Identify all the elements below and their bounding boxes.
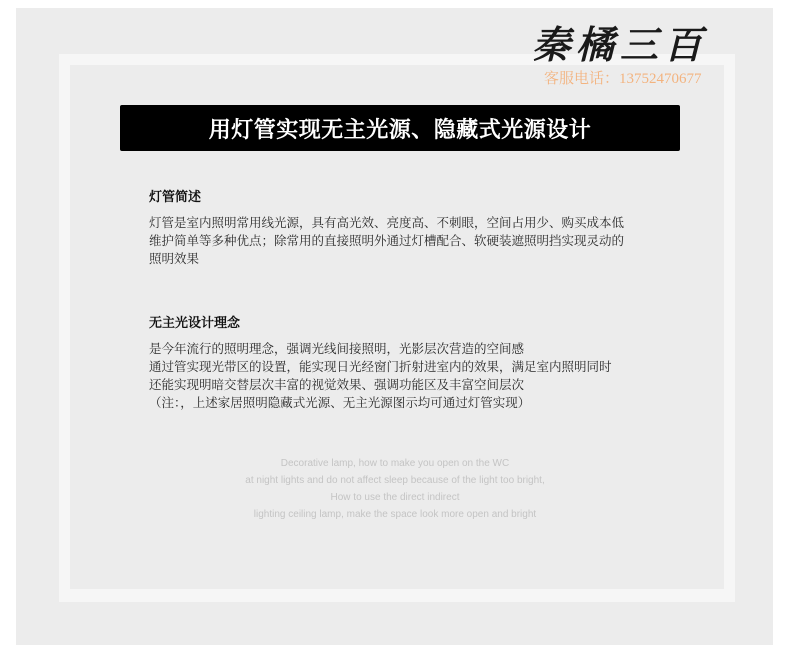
page-title: 用灯管实现无主光源、隐藏式光源设计 (208, 117, 592, 143)
body-line: 照明效果 (149, 251, 200, 266)
english-caption (200, 455, 590, 523)
section-heading: 灯管简述 (149, 190, 202, 205)
body-line: 是今年流行的照明理念，强调光线间接照明，光影层次营造的空间感 (149, 341, 525, 356)
caption-line: How to use the direct indirect (330, 492, 460, 503)
brand-name: 秦橘三百 (532, 22, 709, 67)
section-body (149, 214, 624, 268)
customer-service-phone: 客服电话：13752470677 (544, 71, 702, 87)
body-line: 还能实现明暗交替层次丰富的视觉效果、强调功能区及丰富空间层次 (149, 377, 525, 392)
section-tube-overview (149, 189, 624, 268)
section-body (149, 340, 612, 412)
caption-line: lighting ceiling lamp, make the space look more open and bright (253, 509, 537, 520)
section-heading: 无主光设计理念 (149, 316, 241, 331)
body-line: 维护简单等多种优点；除常用的直接照明外通过灯槽配合、软硬装遮照明挡实现灵动的 (149, 233, 625, 248)
caption-line: at night lights and do not affect sleep because of the light too bright, (245, 475, 545, 486)
title-banner (120, 105, 680, 151)
body-line: 通过管实现光带区的设置，能实现日光经窗门折射进室内的效果，满足室内照明同时 (149, 359, 612, 374)
caption-line: Decorative lamp, how to make you open on the WC (280, 458, 510, 469)
brand-logo (532, 14, 712, 66)
body-line: （注：，上述家居照明隐藏式光源、无主光源图示均可通过灯管实现） (149, 395, 531, 410)
body-line: 灯管是室内照明常用线光源，具有高光效、亮度高、不刺眼，空间占用少、购买成本低 (149, 215, 625, 230)
section-no-main-light (149, 315, 612, 412)
